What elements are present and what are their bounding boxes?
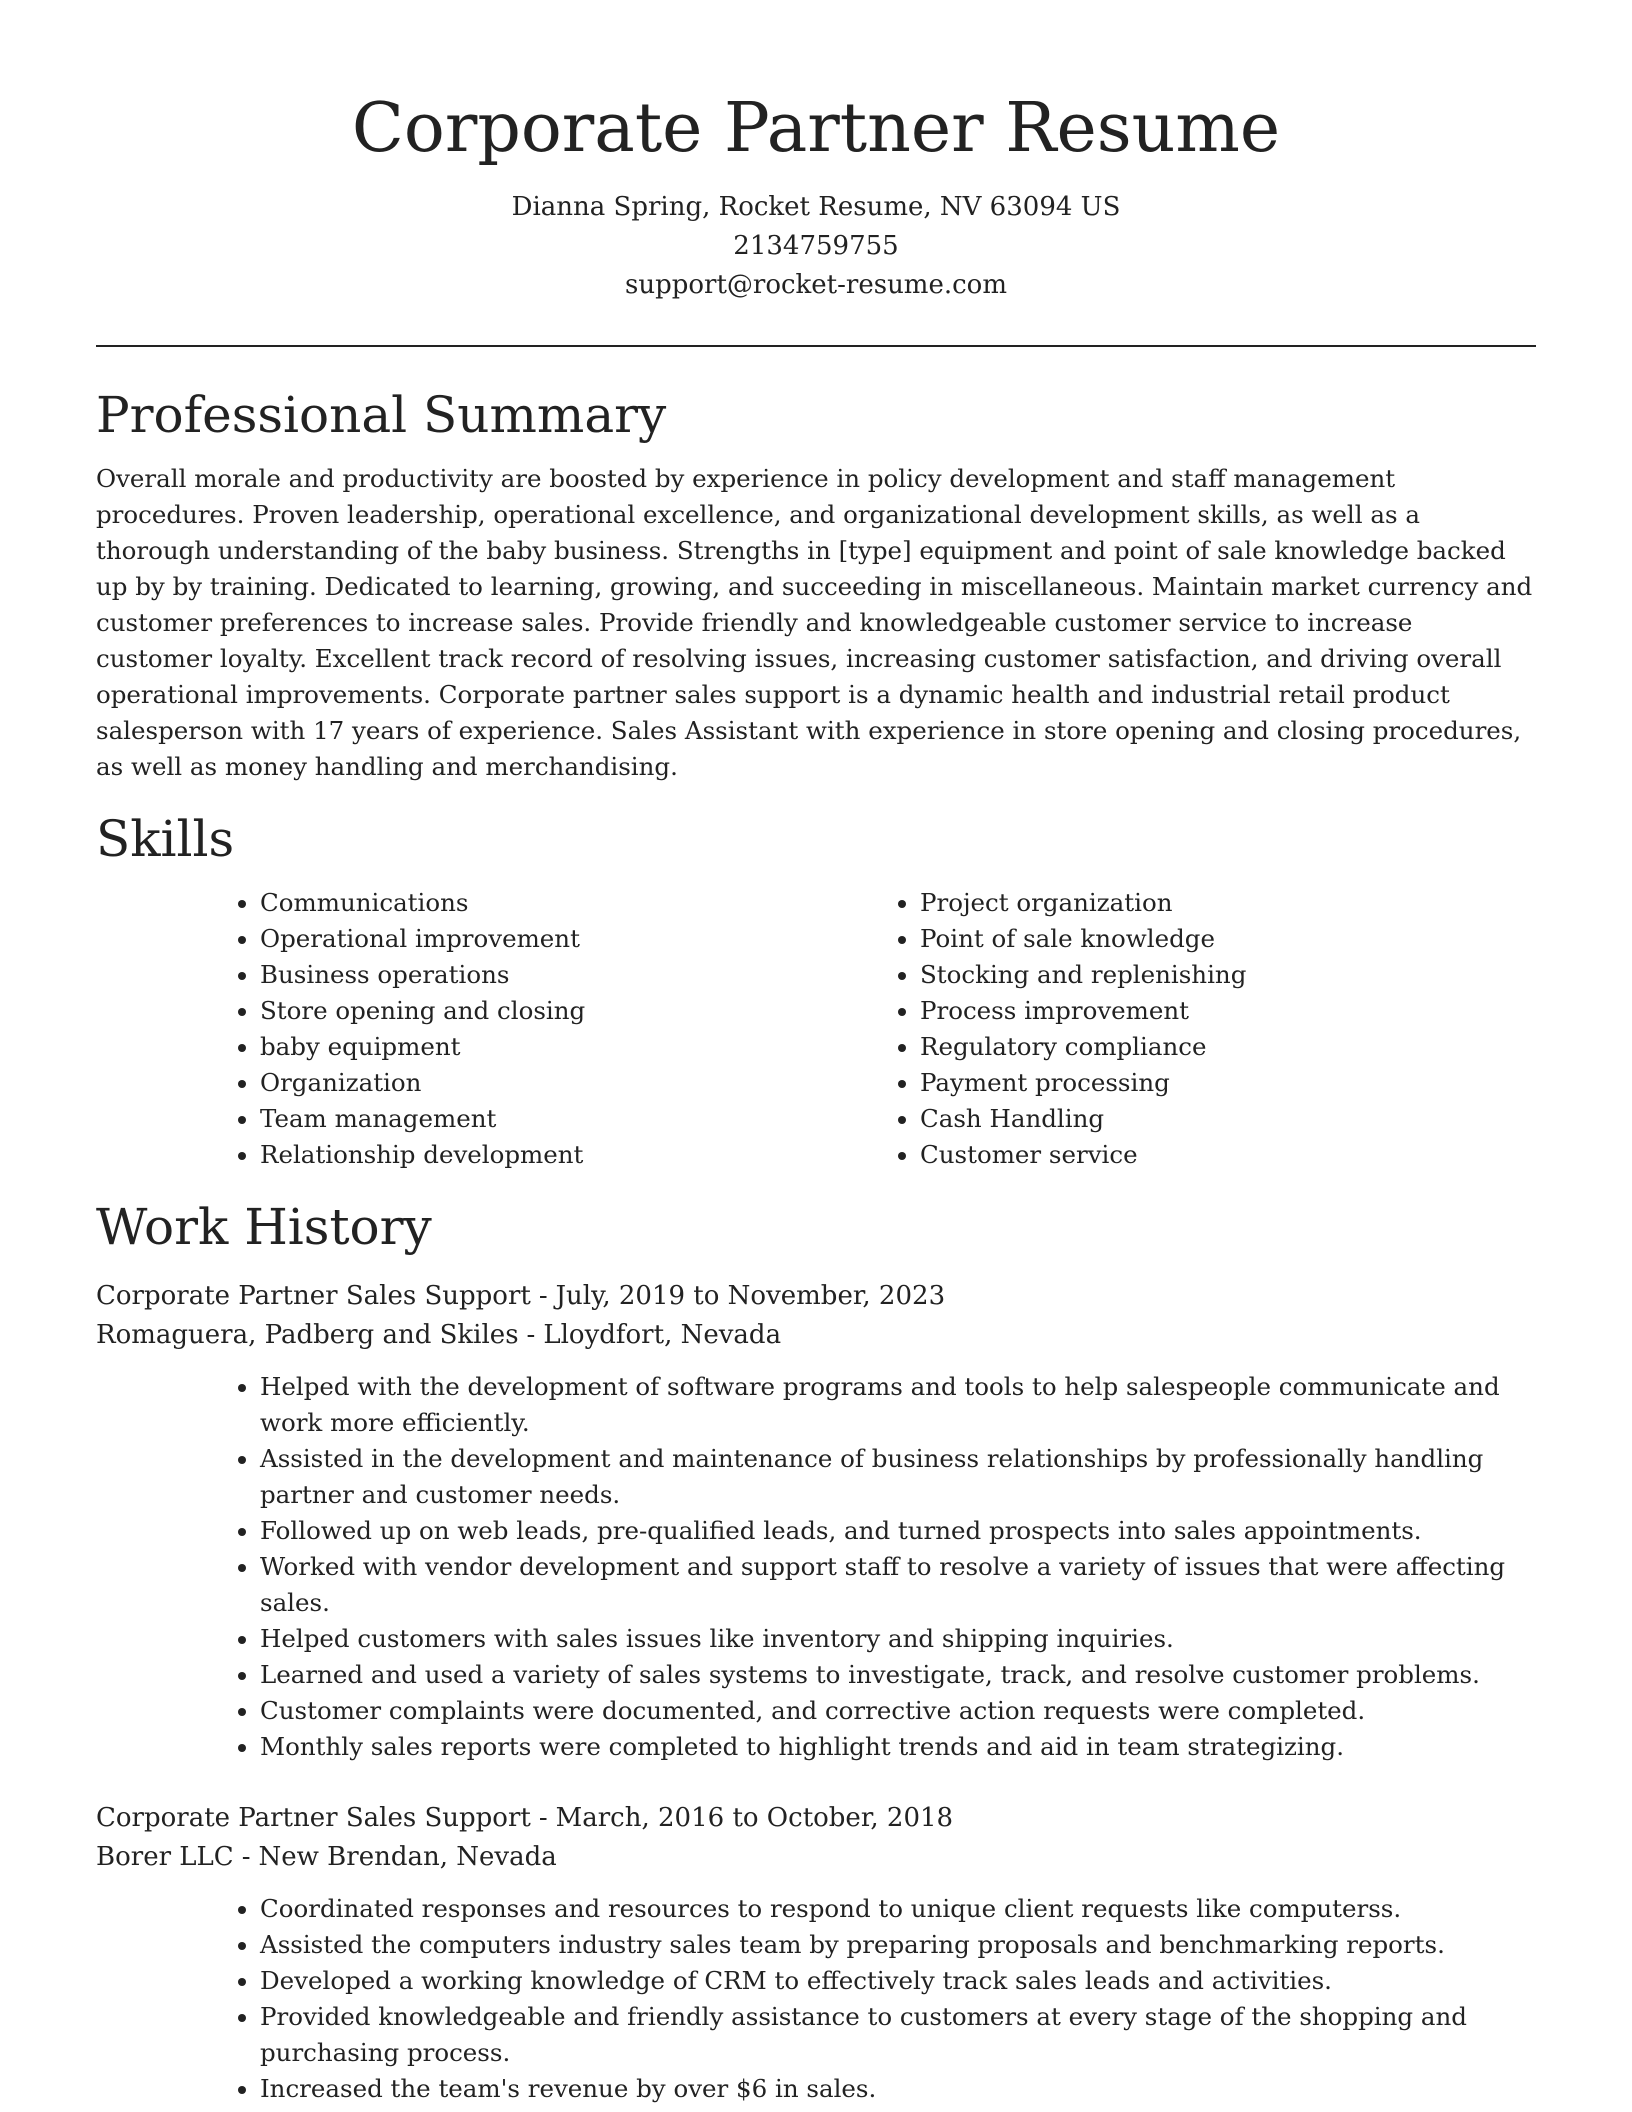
job-entry [96, 1277, 1536, 1765]
job-bullet: • Assisted the computers industry sales team by preparing proposals and benchmarking reports. [260, 1927, 1536, 1963]
job-location: Lloydfort, Nevada [543, 1320, 782, 1350]
header-divider [96, 345, 1536, 347]
job-bullets [216, 1369, 1536, 1765]
job-bullet: • Coordinated responses and resources to respond to unique client requests like computerss. [260, 1891, 1536, 1927]
job-title-line [96, 1799, 1536, 1838]
job-bullet: • Worked with vendor development and support staff to resolve a variety of issues that were affecting sales. [260, 1549, 1536, 1621]
job-bullet: • Increased the team's revenue by over $6 in sales. [260, 2071, 1536, 2107]
job-bullets [216, 1891, 1536, 2107]
skill-item: • Payment processing [920, 1065, 1536, 1101]
contact-info [96, 188, 1536, 305]
skills-section [96, 807, 1536, 1173]
job-role: Corporate Partner Sales Support [96, 1281, 531, 1311]
skill-item: • Organization [260, 1065, 876, 1101]
job-company-line [96, 1838, 1536, 1877]
job-entry [96, 1799, 1536, 2107]
job-company: Romaguera, Padberg and Skiles [96, 1320, 519, 1350]
resume-header [96, 0, 1536, 305]
job-bullet: • Customer complaints were documented, and corrective action requests were completed. [260, 1693, 1536, 1729]
title-separator: - [538, 1803, 548, 1833]
company-separator: - [241, 1842, 251, 1872]
skill-item: • Process improvement [920, 993, 1536, 1029]
skill-item: • Relationship development [260, 1137, 876, 1173]
job-bullet: • Assisted in the development and maintenance of business relationships by professionally handling partner and customer needs. [260, 1441, 1536, 1513]
title-separator: - [538, 1281, 548, 1311]
skill-item: • Operational improvement [260, 921, 876, 957]
job-company-line [96, 1316, 1536, 1355]
summary-text: Overall morale and productivity are boosted by experience in policy development and staff management procedures. Proven leadership, operational excellence, and organizational development skills, as well as a thorough understanding of the baby business. Strengths in [type] equipment and point of sale knowledge backed up by by training. Dedicated to learning, growing, and succeeding in miscellaneous. Maintain market currency and customer preferences to increase sales. Provide friendly and knowledgeable customer service to increase customer loyalty. Excellent track record of resolving issues, increasing customer satisfaction, and driving overall operational improvements. Corporate partner sales support is a dynamic health and industrial retail product salesperson with 17 years of experience. Sales Assistant with experience in store opening and closing procedures, as well as money handling and merchandising. [96, 464, 1533, 781]
skill-item: • Store opening and closing [260, 993, 876, 1029]
skills-list-left [216, 885, 876, 1173]
skill-item: • Point of sale knowledge [920, 921, 1536, 957]
skill-item: • Regulatory compliance [920, 1029, 1536, 1065]
company-separator: - [526, 1320, 536, 1350]
job-dates: March, 2016 to October, 2018 [555, 1803, 954, 1833]
job-bullet: • Provided knowledgeable and friendly assistance to customers at every stage of the shopping and purchasing process. [260, 1999, 1536, 2071]
summary-section [96, 383, 1536, 785]
skill-item: • Stocking and replenishing [920, 957, 1536, 993]
job-location: New Brendan, Nevada [258, 1842, 557, 1872]
job-bullet: • Monthly sales reports were completed to highlight trends and aid in team strategizing. [260, 1729, 1536, 1765]
skill-item: • Cash Handling [920, 1101, 1536, 1137]
job-bullet: • Helped customers with sales issues like inventory and shipping inquiries. [260, 1621, 1536, 1657]
skill-item: • Customer service [920, 1137, 1536, 1173]
contact-address: Dianna Spring, Rocket Resume, NV 63094 US [511, 192, 1121, 222]
job-bullet: • Helped with the development of software programs and tools to help salespeople communicate and work more efficiently. [260, 1369, 1536, 1441]
skills-list-right [876, 885, 1536, 1173]
job-dates: July, 2019 to November, 2023 [555, 1281, 946, 1311]
work-history-section [96, 1195, 1536, 2107]
contact-email: support@rocket-resume.com [624, 270, 1007, 300]
job-bullet: • Followed up on web leads, pre-qualified leads, and turned prospects into sales appointments. [260, 1513, 1536, 1549]
work-history-heading: Work History [96, 1198, 432, 1256]
job-company: Borer LLC [96, 1842, 234, 1872]
skill-item: • Communications [260, 885, 876, 921]
job-bullet: • Learned and used a variety of sales systems to investigate, track, and resolve customer problems. [260, 1657, 1536, 1693]
skill-item: • baby equipment [260, 1029, 876, 1065]
job-title-line [96, 1277, 1536, 1316]
skill-item: • Team management [260, 1101, 876, 1137]
resume-title: Corporate Partner Resume [351, 89, 1281, 168]
skills-columns [216, 885, 1536, 1173]
summary-heading: Professional Summary [96, 386, 667, 444]
contact-phone: 2134759755 [733, 231, 899, 261]
job-role: Corporate Partner Sales Support [96, 1803, 531, 1833]
skill-item: • Business operations [260, 957, 876, 993]
job-bullet: • Developed a working knowledge of CRM to effectively track sales leads and activities. [260, 1963, 1536, 1999]
skill-item: • Project organization [920, 885, 1536, 921]
skills-heading: Skills [96, 810, 235, 868]
